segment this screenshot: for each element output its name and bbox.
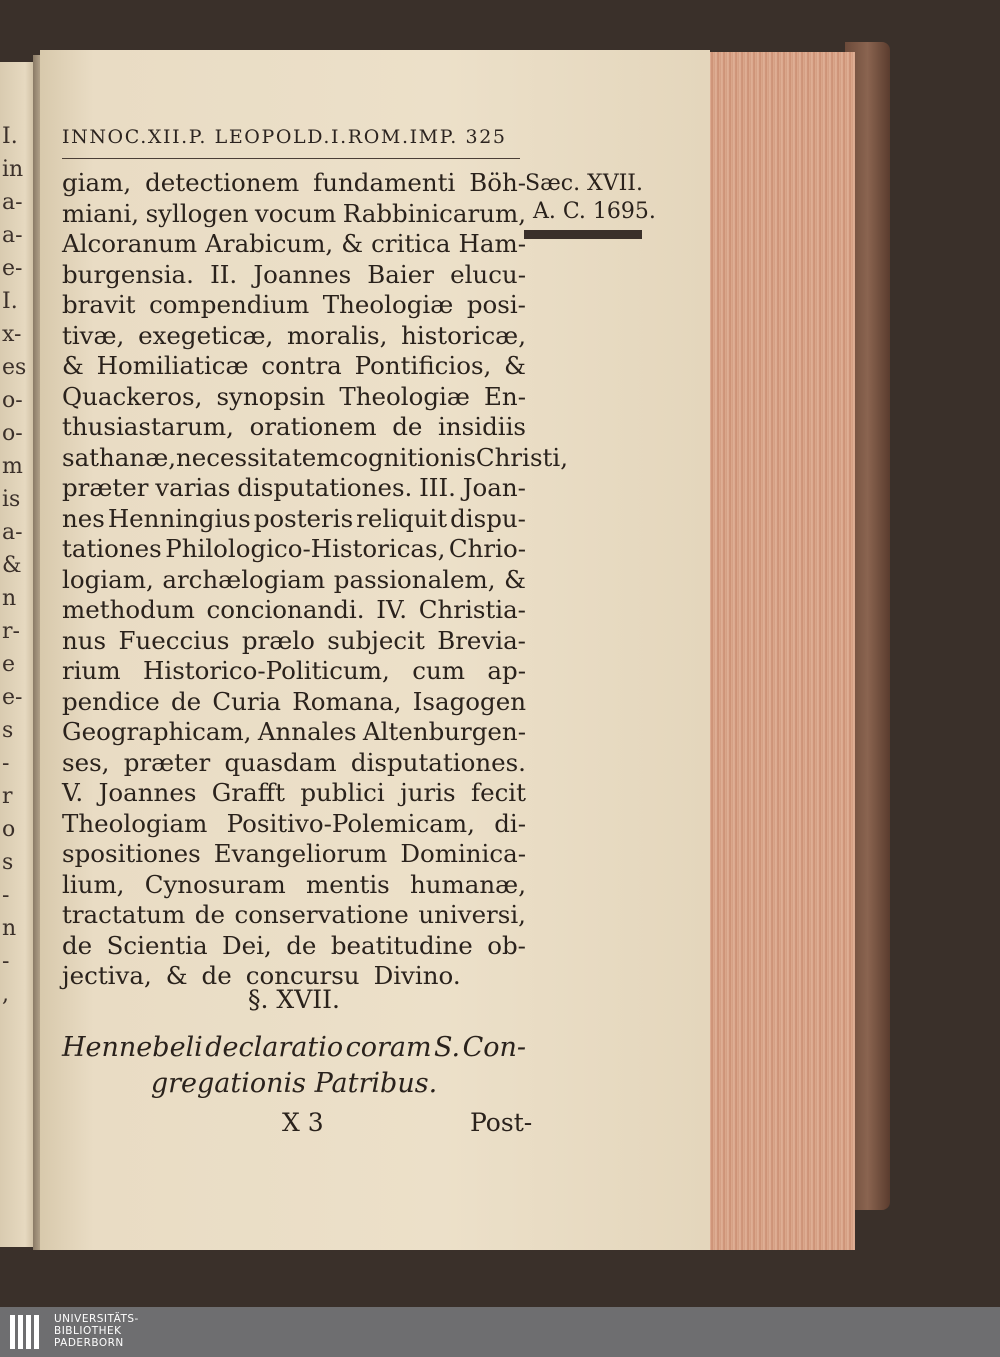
margin-fragment: a-: [2, 520, 23, 545]
margin-fragment: e-: [2, 256, 23, 281]
word: methodum: [62, 595, 195, 624]
word: II.: [210, 259, 238, 289]
text-line: [62, 626, 526, 657]
word: præter: [62, 473, 149, 502]
word: tractatum: [62, 900, 186, 929]
word: III.: [419, 473, 456, 502]
word: posi-: [466, 290, 526, 319]
word: &: [62, 351, 84, 380]
title-word: declaratio: [205, 1032, 344, 1063]
margin-fragment: x-: [2, 322, 22, 347]
margin-fragment: in: [2, 157, 24, 182]
word: orationem: [249, 412, 377, 441]
text-line: [62, 565, 526, 596]
section-title: [62, 1030, 526, 1102]
word: de: [194, 900, 225, 929]
margin-fragment: n: [2, 916, 17, 941]
library-footer: [0, 1307, 1000, 1357]
title-word: S.: [434, 1032, 461, 1063]
word: exegeticæ,: [138, 320, 274, 350]
word: humanæ,: [409, 869, 526, 899]
margin-fragment: o: [2, 817, 16, 842]
margin-fragment: -: [2, 883, 10, 908]
margin-note-year: A. C. 1695.: [533, 199, 656, 224]
word: de: [62, 930, 93, 960]
margin-fragment: I.: [2, 124, 18, 149]
margin-fragment: r-: [2, 619, 20, 644]
word: detectionem: [145, 168, 300, 197]
word: de: [286, 930, 317, 960]
text-line: [62, 321, 526, 352]
word: di-: [494, 808, 526, 838]
word: Evangeliorum: [213, 839, 388, 868]
word: Positivo-Polemicam,: [226, 808, 475, 838]
margin-fragment: -: [2, 949, 10, 974]
word: Joan-: [462, 473, 526, 502]
word: cum: [412, 656, 465, 685]
word: cognitionisChristi,: [339, 442, 569, 472]
word: &: [165, 961, 188, 990]
word: Geographicam,: [62, 717, 252, 746]
word: lium,: [62, 869, 125, 899]
word: Alcoranum: [62, 229, 198, 258]
word: fundamenti: [313, 168, 456, 197]
library-logo-text: [54, 1313, 139, 1349]
margin-fragment: r: [2, 784, 13, 809]
text-line: [62, 504, 526, 535]
margin-fragment: ,: [2, 982, 9, 1007]
word: historicæ,: [401, 320, 526, 350]
margin-fragment: n: [2, 586, 17, 611]
word: Theologiæ: [322, 290, 454, 319]
word: mentis: [305, 869, 390, 899]
word: prælo: [241, 625, 315, 655]
word: Fueccius: [118, 625, 230, 655]
left-page-fragment: [0, 62, 36, 1247]
title-word: Hennebeli: [62, 1032, 203, 1063]
word: Isagogen: [412, 686, 526, 716]
logo-line-1: UNIVERSITÄTS-: [54, 1313, 139, 1325]
word: tationes: [62, 534, 162, 563]
margin-fragment: s: [2, 850, 14, 875]
word: syllogen: [145, 198, 249, 228]
title-word: coram: [345, 1032, 432, 1063]
margin-fragment: -: [2, 751, 10, 776]
margin-fragment: a-: [2, 190, 23, 215]
margin-fragment: o-: [2, 421, 23, 446]
word: Historico-Politicum,: [143, 656, 390, 685]
word: Quackeros,: [62, 381, 203, 411]
word: Dominica-: [400, 839, 526, 868]
word: passionalem,: [333, 564, 496, 594]
word: Theologiæ: [339, 381, 470, 411]
word: pendice: [62, 686, 160, 716]
word: spositiones: [62, 839, 201, 868]
word: Pontificios,: [354, 351, 492, 380]
logo-line-2: BIBLIOTHEK: [54, 1325, 122, 1337]
word: de: [201, 961, 232, 990]
text-line: [62, 687, 526, 718]
word: disputationes.: [237, 473, 413, 502]
word: insidiis: [438, 412, 526, 441]
word: præter: [123, 747, 211, 777]
margin-fragment: &: [2, 553, 22, 578]
word: archælogiam: [162, 564, 326, 594]
signature-mark: X 3: [282, 1108, 324, 1137]
text-line: [62, 290, 526, 321]
word: logiam,: [62, 564, 154, 594]
word: IV.: [376, 595, 408, 624]
text-line: [62, 412, 526, 443]
text-line: [62, 168, 526, 199]
word: disputationes.: [350, 747, 526, 777]
word: Henningius: [107, 503, 251, 533]
word: ses,: [62, 747, 110, 777]
section-title-line-1: [62, 1030, 526, 1066]
word: concursu: [245, 961, 360, 990]
word: universi,: [418, 900, 526, 929]
text-line: [62, 382, 526, 413]
word: Joannes: [98, 778, 197, 807]
word: V.: [62, 778, 84, 807]
word: Annales: [257, 717, 357, 746]
word: Cynosuram: [144, 869, 286, 899]
word: critica: [371, 229, 451, 258]
text-line: [62, 229, 526, 260]
text-line: [62, 442, 569, 474]
word: &: [504, 564, 526, 594]
word: varias: [155, 473, 231, 502]
word: conservatione: [234, 900, 409, 929]
word: posteris: [253, 503, 354, 533]
word: Baier: [367, 259, 434, 289]
word: giam,: [62, 168, 132, 197]
word: publici: [300, 778, 385, 807]
body-text: [62, 168, 569, 992]
logo-line-3: PADERBORN: [54, 1337, 124, 1349]
word: thusiastarum,: [62, 412, 234, 441]
word: Altenburgen-: [362, 717, 526, 746]
margin-fragment: e: [2, 652, 16, 677]
word: elucu-: [450, 259, 526, 289]
word: fecit: [471, 778, 526, 807]
margin-note-rule: [524, 230, 642, 235]
word: Philologico-Historicas,: [165, 534, 446, 563]
word: Scientia: [106, 930, 208, 960]
text-line: [62, 870, 526, 901]
running-header: INNOC.XII.P. LEOPOLD.I.ROM.IMP. 325: [62, 126, 507, 148]
word: Rabbinicarum,: [342, 198, 526, 228]
text-line: [62, 900, 526, 931]
section-title-line-2: gregationis Patribus.: [150, 1068, 438, 1099]
word: Romana,: [292, 686, 402, 716]
word: miani,: [62, 198, 140, 228]
section-number: §. XVII.: [248, 985, 340, 1014]
text-line: [62, 809, 526, 840]
title-word: Con-: [462, 1032, 526, 1063]
text-line: [62, 778, 526, 809]
word: reliquit: [356, 503, 448, 533]
word: Brevia-: [437, 625, 526, 655]
margin-note: [525, 170, 656, 226]
word: Christia-: [418, 595, 526, 624]
word: subjecit: [327, 625, 425, 655]
text-line: [62, 260, 526, 291]
text-line: [62, 717, 526, 748]
word: Grafft: [211, 778, 285, 807]
text-line: [62, 656, 526, 687]
word: Curia: [212, 686, 282, 716]
margin-fragment: es: [2, 355, 27, 380]
word: nes: [62, 503, 105, 533]
text-line: [62, 534, 526, 565]
word: contra: [261, 351, 342, 380]
margin-fragment: is: [2, 487, 21, 512]
word: de: [392, 412, 423, 441]
word: ap-: [487, 656, 526, 685]
word: Böh-: [469, 168, 526, 197]
margin-fragment: e-: [2, 685, 23, 710]
word: Divino.: [373, 961, 461, 990]
text-line: [62, 839, 526, 870]
word: sathanæ,necessitatem: [62, 442, 340, 472]
catchword: Post-: [470, 1108, 533, 1137]
word: Joannes: [253, 259, 352, 289]
word: juris: [400, 778, 456, 807]
word: beatitudine: [330, 930, 473, 960]
text-line: [62, 199, 526, 230]
word: En-: [484, 381, 526, 411]
word: de: [170, 686, 202, 716]
word: moralis,: [287, 320, 388, 350]
text-line: [62, 931, 526, 962]
margin-fragment: a-: [2, 223, 23, 248]
word: Chrio-: [448, 534, 526, 563]
margin-fragment: I.: [2, 289, 18, 314]
word: jectiva,: [62, 961, 152, 990]
margin-fragment: s: [2, 718, 14, 743]
word: Ham-: [458, 229, 526, 258]
word: ob-: [487, 930, 526, 960]
word: vocum: [254, 198, 337, 228]
word: nus: [62, 625, 107, 655]
word: Theologiam: [62, 808, 208, 838]
word: dispu-: [450, 503, 526, 533]
word: &: [504, 351, 526, 380]
word: burgensia.: [62, 259, 194, 289]
margin-fragment: m: [2, 454, 23, 479]
word: quasdam: [224, 747, 337, 777]
word: Homiliaticæ: [96, 351, 249, 380]
word: Dei,: [222, 930, 272, 960]
margin-note-century: Sæc. XVII.: [525, 171, 643, 196]
word: bravit: [62, 290, 136, 319]
library-logo-icon: [10, 1315, 39, 1349]
header-rule: [62, 158, 520, 159]
word: compendium: [149, 290, 310, 319]
word: tivæ,: [62, 320, 125, 350]
left-page-margin-text: [0, 62, 36, 1247]
word: concionandi.: [206, 595, 365, 624]
margin-fragment: o-: [2, 388, 23, 413]
word: synopsin: [216, 381, 326, 411]
word: rium: [62, 656, 121, 685]
text-line: [62, 473, 526, 504]
word: &: [341, 229, 364, 258]
text-line: [62, 748, 526, 779]
text-line: [62, 595, 526, 626]
text-line: [62, 351, 526, 382]
page-edges: [690, 52, 855, 1250]
word: Arabicum,: [205, 229, 334, 258]
